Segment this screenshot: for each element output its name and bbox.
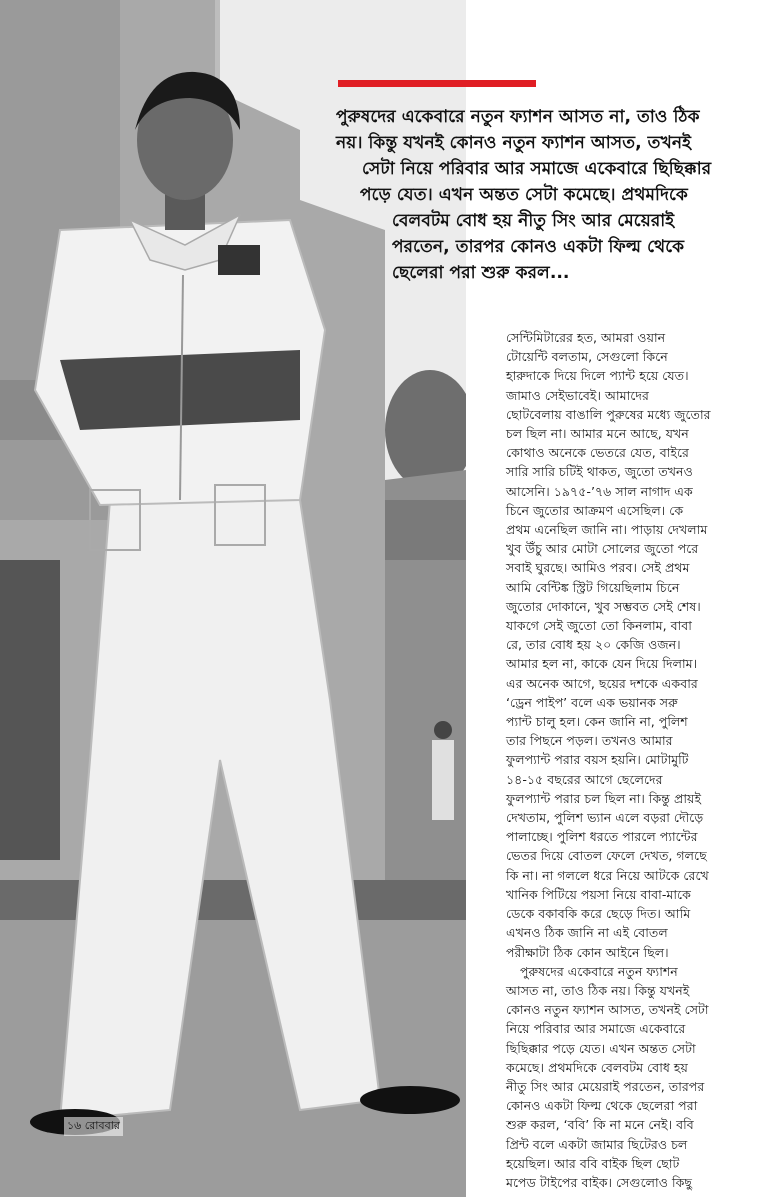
body-line: ১৪-১৫ বছরের আগে ছেলেদের xyxy=(506,771,663,787)
body-line: নীতু সিং আর মেয়েরাই পরতেন, তারপর xyxy=(506,1078,705,1094)
body-line: ডেকে বকাবকি করে ছেড়ে দিত। আমি xyxy=(506,906,691,922)
body-line: আসেনি। ১৯৭৫-’৭৬ সাল নাগাদ এক xyxy=(506,483,693,499)
body-line: চিনে জুতোর আক্রমণ এসেছিল। কে xyxy=(506,502,684,518)
pull-quote xyxy=(330,104,760,286)
body-line: টোয়েন্টি বলতাম, সেগুলো কিনে xyxy=(506,349,668,365)
pull-quote-line: নয়। কিন্তু যখনই কোনও নতুন ফ্যাশন আসত, তখনই xyxy=(336,133,692,153)
body-line: নিয়ে পরিবার আর সমাজে একেবারে xyxy=(506,1021,686,1037)
body-line: আমি বেন্টিঙ্ক স্ট্রিট গিয়েছিলাম চিনে xyxy=(506,579,680,595)
body-line: ছোটবেলায় বাঙালি পুরুষের মধ্যে জুতোর xyxy=(506,406,711,422)
body-line: আমার হল না, কাকে যেন দিয়ে দিলাম। xyxy=(506,656,698,672)
body-line: খুব উঁচু আর মোটা সোলের জুতো পরে xyxy=(506,541,699,557)
body-line: চল ছিল না। আমার মনে আছে, যখন xyxy=(506,426,689,442)
body-line: কমেছে। প্রথমদিকে বেলবটম বোধ হয় xyxy=(506,1059,688,1075)
body-line: হয়েছিল। আর ববি বাইক ছিল ছোট xyxy=(506,1155,680,1171)
body-line: প্যান্ট চালু হল। কেন জানি না, পুলিশ xyxy=(506,714,688,730)
body-line: খানিক পিটিয়ে পয়সা নিয়ে বাবা-মাকে xyxy=(506,886,691,902)
body-line: জুতোর দোকানে, খুব সম্ভবত সেই শেষ। xyxy=(506,598,701,614)
body-line: তার পিছনে পড়ল। তখনও আমার xyxy=(506,733,673,749)
body-text-column xyxy=(506,328,762,1192)
body-line: শুরু করল, ‘ববি’ কি না মনে নেই। ববি xyxy=(506,1117,694,1133)
body-line: কোনও একটা ফিল্ম থেকে ছেলেরা পরা xyxy=(506,1098,698,1114)
body-line: সেন্টিমিটারের হত, আমরা ওয়ান xyxy=(506,330,666,345)
body-line: ফুলপ্যান্ট পরার বয়স হয়নি। মোটামুটি xyxy=(506,752,689,768)
body-line: এর অনেক আগে, ছয়ের দশকে একবার xyxy=(506,675,698,691)
body-line: কোথাও অনেকে ভেতরে যেত, বাইরে xyxy=(506,445,689,461)
pull-quote-line: পুরুষদের একেবারে নতুন ফ্যাশন আসত না, তাও ঠিক xyxy=(336,107,700,127)
body-line: সারি সারি চটিই থাকত, জুতো তখনও xyxy=(506,464,693,480)
body-line: সবাই ঘুরছে। আমিও পরব। সেই প্রথম xyxy=(506,560,690,576)
pull-quote-line: পরতেন, তারপর কোনও একটা ফিল্ম থেকে xyxy=(392,237,685,257)
body-line: হারুদাকে দিয়ে দিলে প্যান্ট হয়ে যেত। xyxy=(506,368,689,384)
body-line: ফুলপ্যান্ট পরার চল ছিল না। কিন্তু প্রায়ই xyxy=(506,790,702,806)
pull-quote-line: ছেলেরা পরা শুরু করল... xyxy=(392,263,570,283)
chest-badge xyxy=(218,245,260,275)
pull-quote-line: বেলবটম বোধ হয় নীতু সিং আর মেয়েরাই xyxy=(392,211,675,231)
body-line: আসত না, তাও ঠিক নয়। কিন্তু যখনই xyxy=(506,982,690,998)
body-line: পরীক্ষাটা ঠিক কোন আইনে ছিল। xyxy=(506,944,669,960)
page-folio: ১৬ রোববার xyxy=(64,1117,123,1136)
body-line: যাকগে সেই জুতো তো কিনলাম, বাবা xyxy=(506,618,692,634)
body-line: কি না। না গললে ধরে নিয়ে আটকে রেখে xyxy=(506,867,709,883)
shoe xyxy=(360,1086,460,1114)
body-line: রে, তার বোধ হয় ২০ কেজি ওজন। xyxy=(506,637,681,653)
body-line: কোনও নতুন ফ্যাশন আসত, তখনই সেটা xyxy=(506,1002,709,1018)
body-line: প্রিন্ট বলে একটা জামার ছিটেরও চল xyxy=(506,1136,688,1152)
body-line: জামাও সেইভাবেই। আমাদের xyxy=(506,387,649,403)
pull-quote-line: সেটা নিয়ে পরিবার আর সমাজে একেবারে ছিছিক্কার xyxy=(362,159,712,179)
body-line: দেখতাম, পুলিশ ভ্যান এলে বড়রা দৌড়ে xyxy=(506,810,704,826)
body-line: মপেড টাইপের বাইক। সেগুলোও কিছু xyxy=(506,1174,693,1190)
body-line: ভেতর দিয়ে বোতল ফেলে দেখত, গলছে xyxy=(506,848,707,864)
body-line: ছিছিক্কার পড়ে যেত। এখন অন্তত সেটা xyxy=(506,1040,696,1056)
pull-quote-line: পড়ে যেত। এখন অন্তত সেটা কমেছে। প্রথমদিকে xyxy=(360,185,688,205)
body-line: পুরুষদের একেবারে নতুন ফ্যাশন xyxy=(520,963,678,979)
body-line: এখনও ঠিক জানি না এই বোতল xyxy=(506,925,668,941)
arms xyxy=(60,350,300,430)
body-line: পালাচ্ছে। পুলিশ ধরতে পারলে প্যান্টের xyxy=(506,829,698,845)
body-line: ‘ড্রেন পাইপ’ বলে এক ভয়ানক সরু xyxy=(506,694,678,710)
red-rule xyxy=(338,80,536,87)
body-line: প্রথম এনেছিল জানি না। পাড়ায় দেখলাম xyxy=(506,522,708,538)
